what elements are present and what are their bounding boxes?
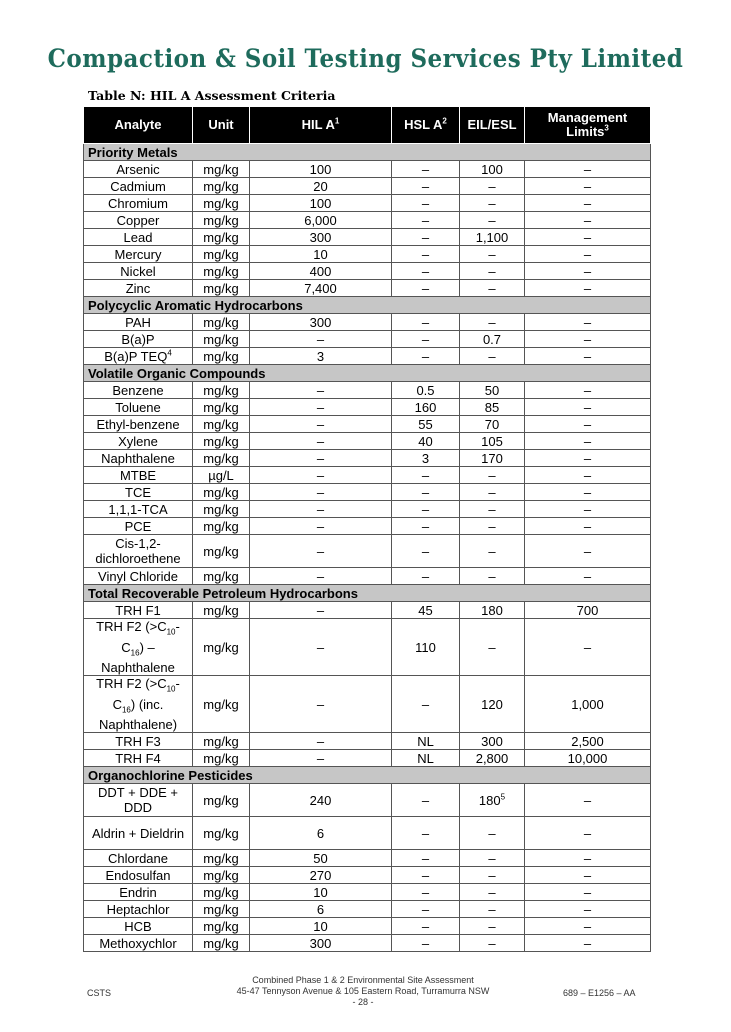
- cell-hil: 10: [250, 918, 392, 935]
- cell-mgmt: –: [525, 382, 651, 399]
- cell-mgmt: –: [525, 867, 651, 884]
- table-row: [84, 382, 651, 399]
- cell-mgmt: –: [525, 280, 651, 297]
- cell-hil: 400: [250, 263, 392, 280]
- table-row: [84, 901, 651, 918]
- table-row: [84, 433, 651, 450]
- cell-analyte: HCB: [84, 918, 193, 935]
- cell-hsl: –: [392, 784, 460, 817]
- cell-hsl: –: [392, 850, 460, 867]
- cell-unit: mg/kg: [193, 619, 250, 676]
- cell-hsl: –: [392, 901, 460, 918]
- cell-analyte: Endosulfan: [84, 867, 193, 884]
- table-row: [84, 348, 651, 365]
- cell-mgmt: –: [525, 178, 651, 195]
- cell-hsl: 160: [392, 399, 460, 416]
- cell-mgmt: –: [525, 263, 651, 280]
- cell-hil: –: [250, 484, 392, 501]
- table-body: [84, 144, 651, 952]
- table-row: [84, 161, 651, 178]
- table-row: [84, 784, 651, 817]
- cell-unit: mg/kg: [193, 263, 250, 280]
- cell-eil: –: [460, 568, 525, 585]
- footer-center: [210, 975, 516, 1008]
- cell-mgmt: –: [525, 935, 651, 952]
- cell-unit: mg/kg: [193, 246, 250, 263]
- table-row: [84, 246, 651, 263]
- cell-eil: 300: [460, 733, 525, 750]
- cell-unit: mg/kg: [193, 348, 250, 365]
- cell-unit: mg/kg: [193, 918, 250, 935]
- group-title: Organochlorine Pesticides: [84, 767, 651, 784]
- table-row: [84, 602, 651, 619]
- group-header-row: [84, 144, 651, 161]
- cell-analyte: Aldrin + Dieldrin: [84, 817, 193, 850]
- cell-hil: 100: [250, 195, 392, 212]
- cell-hil: 240: [250, 784, 392, 817]
- cell-mgmt: –: [525, 416, 651, 433]
- cell-mgmt: –: [525, 784, 651, 817]
- cell-hsl: –: [392, 817, 460, 850]
- cell-hsl: –: [392, 280, 460, 297]
- cell-eil: –: [460, 935, 525, 952]
- cell-unit: mg/kg: [193, 750, 250, 767]
- cell-eil: –: [460, 619, 525, 676]
- table-row: [84, 867, 651, 884]
- cell-hsl: NL: [392, 733, 460, 750]
- cell-analyte: MTBE: [84, 467, 193, 484]
- cell-hsl: –: [392, 867, 460, 884]
- cell-hil: –: [250, 535, 392, 568]
- cell-unit: mg/kg: [193, 484, 250, 501]
- header-hil-a: HIL $A^1$: [250, 107, 392, 144]
- cell-analyte: Copper: [84, 212, 193, 229]
- cell-mgmt: –: [525, 229, 651, 246]
- cell-analyte: TCE: [84, 484, 193, 501]
- cell-analyte: Ethyl-benzene: [84, 416, 193, 433]
- cell-eil: 105: [460, 433, 525, 450]
- cell-mgmt: –: [525, 246, 651, 263]
- cell-hil: –: [250, 501, 392, 518]
- cell-hsl: 3: [392, 450, 460, 467]
- cell-analyte: PAH: [84, 314, 193, 331]
- cell-eil: 0.7: [460, 331, 525, 348]
- table-row: [84, 935, 651, 952]
- cell-unit: µg/L: [193, 467, 250, 484]
- cell-mgmt: –: [525, 518, 651, 535]
- cell-analyte: TRH F1: [84, 602, 193, 619]
- cell-analyte: Naphthalene: [84, 450, 193, 467]
- table-row: [84, 263, 651, 280]
- cell-eil: –: [460, 867, 525, 884]
- cell-eil: 170: [460, 450, 525, 467]
- cell-eil: –: [460, 467, 525, 484]
- cell-mgmt: 2,500: [525, 733, 651, 750]
- table-row: [84, 817, 651, 850]
- header-management-limits: Management Limits$^3$: [525, 107, 651, 144]
- cell-unit: mg/kg: [193, 195, 250, 212]
- footer-report-title: Combined Phase 1 & 2 Environmental Site Assessment: [252, 975, 474, 985]
- cell-unit: mg/kg: [193, 280, 250, 297]
- cell-hsl: 55: [392, 416, 460, 433]
- table-row: [84, 568, 651, 585]
- cell-mgmt: 10,000: [525, 750, 651, 767]
- cell-eil: –: [460, 246, 525, 263]
- cell-eil: –: [460, 501, 525, 518]
- cell-hsl: NL: [392, 750, 460, 767]
- group-header-row: [84, 297, 651, 314]
- cell-hil: –: [250, 433, 392, 450]
- cell-unit: mg/kg: [193, 901, 250, 918]
- cell-hsl: –: [392, 212, 460, 229]
- cell-eil: –: [460, 348, 525, 365]
- cell-hil: 6: [250, 901, 392, 918]
- cell-hil: –: [250, 619, 392, 676]
- cell-eil: –: [460, 195, 525, 212]
- cell-hsl: 0.5: [392, 382, 460, 399]
- cell-eil: –: [460, 484, 525, 501]
- table-row: [84, 314, 651, 331]
- table-row: [84, 750, 651, 767]
- cell-mgmt: –: [525, 212, 651, 229]
- cell-eil: 85: [460, 399, 525, 416]
- cell-hil: –: [250, 450, 392, 467]
- group-title: Volatile Organic Compounds: [84, 365, 651, 382]
- cell-unit: mg/kg: [193, 884, 250, 901]
- cell-eil: –: [460, 850, 525, 867]
- cell-hil: –: [250, 416, 392, 433]
- cell-eil: –: [460, 314, 525, 331]
- cell-hsl: –: [392, 348, 460, 365]
- cell-mgmt: –: [525, 314, 651, 331]
- cell-eil: 50: [460, 382, 525, 399]
- table-row: [84, 229, 651, 246]
- cell-analyte: Arsenic: [84, 161, 193, 178]
- cell-analyte: Cis-1,2-dichloroethene: [84, 535, 193, 568]
- cell-analyte: Zinc: [84, 280, 193, 297]
- cell-analyte: Chromium: [84, 195, 193, 212]
- cell-unit: mg/kg: [193, 867, 250, 884]
- cell-hil: –: [250, 733, 392, 750]
- cell-mgmt: –: [525, 195, 651, 212]
- cell-hsl: –: [392, 467, 460, 484]
- cell-analyte: B(a)P: [84, 331, 193, 348]
- cell-hil: –: [250, 750, 392, 767]
- cell-mgmt: –: [525, 399, 651, 416]
- cell-mgmt: –: [525, 568, 651, 585]
- cell-hsl: –: [392, 535, 460, 568]
- cell-mgmt: –: [525, 501, 651, 518]
- cell-unit: mg/kg: [193, 212, 250, 229]
- table-row: [84, 178, 651, 195]
- table-row: [84, 676, 651, 733]
- cell-analyte: Endrin: [84, 884, 193, 901]
- cell-eil: –: [460, 263, 525, 280]
- table-row: [84, 518, 651, 535]
- cell-hil: –: [250, 331, 392, 348]
- cell-mgmt: –: [525, 450, 651, 467]
- cell-hsl: –: [392, 501, 460, 518]
- cell-mgmt: –: [525, 467, 651, 484]
- cell-hsl: –: [392, 314, 460, 331]
- cell-unit: mg/kg: [193, 178, 250, 195]
- cell-unit: mg/kg: [193, 399, 250, 416]
- cell-hsl: –: [392, 195, 460, 212]
- cell-mgmt: –: [525, 901, 651, 918]
- cell-mgmt: –: [525, 884, 651, 901]
- table-row: [84, 619, 651, 676]
- cell-hil: –: [250, 382, 392, 399]
- group-header-row: [84, 365, 651, 382]
- cell-hil: 7,400: [250, 280, 392, 297]
- cell-hil: –: [250, 467, 392, 484]
- cell-mgmt: –: [525, 433, 651, 450]
- cell-eil: 100: [460, 161, 525, 178]
- table-row: [84, 195, 651, 212]
- cell-analyte: TRH F2 $(>C_{10}-C_{16})$ – Naphthalene: [84, 619, 193, 676]
- header-analyte: Analyte: [84, 107, 193, 144]
- cell-mgmt: –: [525, 817, 651, 850]
- cell-unit: mg/kg: [193, 733, 250, 750]
- cell-eil: –: [460, 178, 525, 195]
- hil-assessment-table: [83, 106, 651, 952]
- cell-analyte: Lead: [84, 229, 193, 246]
- cell-unit: mg/kg: [193, 850, 250, 867]
- footer-page-number: - 28 -: [352, 997, 374, 1007]
- cell-mgmt: –: [525, 850, 651, 867]
- cell-hil: –: [250, 602, 392, 619]
- cell-eil: –: [460, 212, 525, 229]
- cell-hsl: –: [392, 935, 460, 952]
- cell-hil: 6,000: [250, 212, 392, 229]
- group-title: Polycyclic Aromatic Hydrocarbons: [84, 297, 651, 314]
- cell-hil: 6: [250, 817, 392, 850]
- group-header-row: [84, 585, 651, 602]
- table-row: [84, 484, 651, 501]
- cell-hil: –: [250, 568, 392, 585]
- cell-hsl: –: [392, 178, 460, 195]
- cell-eil: –: [460, 280, 525, 297]
- cell-eil: –: [460, 817, 525, 850]
- cell-mgmt: –: [525, 348, 651, 365]
- cell-unit: mg/kg: [193, 501, 250, 518]
- cell-hil: 300: [250, 314, 392, 331]
- cell-analyte: Chlordane: [84, 850, 193, 867]
- cell-hsl: 45: [392, 602, 460, 619]
- cell-hsl: 110: [392, 619, 460, 676]
- cell-analyte: TRH F4: [84, 750, 193, 767]
- cell-unit: mg/kg: [193, 602, 250, 619]
- cell-eil: –: [460, 535, 525, 568]
- cell-hil: 10: [250, 246, 392, 263]
- cell-hil: –: [250, 518, 392, 535]
- cell-hil: 270: [250, 867, 392, 884]
- table-caption: Table N: HIL A Assessment Criteria: [88, 88, 336, 103]
- cell-analyte: DDT + DDE + DDD: [84, 784, 193, 817]
- cell-hil: 300: [250, 229, 392, 246]
- cell-hil: 3: [250, 348, 392, 365]
- cell-unit: mg/kg: [193, 518, 250, 535]
- cell-hsl: –: [392, 568, 460, 585]
- cell-analyte: Mercury: [84, 246, 193, 263]
- cell-analyte: PCE: [84, 518, 193, 535]
- table-row: [84, 450, 651, 467]
- group-title: Total Recoverable Petroleum Hydrocarbons: [84, 585, 651, 602]
- cell-unit: mg/kg: [193, 535, 250, 568]
- cell-eil: –: [460, 918, 525, 935]
- table-row: [84, 850, 651, 867]
- cell-unit: mg/kg: [193, 416, 250, 433]
- cell-eil: –: [460, 518, 525, 535]
- cell-hil: –: [250, 399, 392, 416]
- cell-eil: 1,100: [460, 229, 525, 246]
- cell-unit: mg/kg: [193, 935, 250, 952]
- cell-unit: mg/kg: [193, 331, 250, 348]
- cell-analyte: Toluene: [84, 399, 193, 416]
- cell-hsl: –: [392, 884, 460, 901]
- cell-hil: 20: [250, 178, 392, 195]
- header-unit: Unit: [193, 107, 250, 144]
- cell-unit: mg/kg: [193, 568, 250, 585]
- table-row: [84, 733, 651, 750]
- cell-mgmt: –: [525, 161, 651, 178]
- cell-hsl: –: [392, 918, 460, 935]
- group-header-row: [84, 767, 651, 784]
- table-header-row: [84, 107, 651, 144]
- cell-hsl: –: [392, 263, 460, 280]
- cell-hil: 300: [250, 935, 392, 952]
- cell-hsl: –: [392, 518, 460, 535]
- cell-mgmt: –: [525, 619, 651, 676]
- header-eil-esl: EIL/ESL: [460, 107, 525, 144]
- cell-unit: mg/kg: [193, 433, 250, 450]
- cell-analyte: 1,1,1-TCA: [84, 501, 193, 518]
- cell-analyte: Cadmium: [84, 178, 193, 195]
- cell-unit: mg/kg: [193, 314, 250, 331]
- table-row: [84, 212, 651, 229]
- cell-mgmt: 700: [525, 602, 651, 619]
- cell-analyte: TRH F3: [84, 733, 193, 750]
- group-title: Priority Metals: [84, 144, 651, 161]
- cell-analyte: Methoxychlor: [84, 935, 193, 952]
- cell-eil: 2,800: [460, 750, 525, 767]
- cell-unit: mg/kg: [193, 229, 250, 246]
- cell-unit: mg/kg: [193, 817, 250, 850]
- cell-analyte: TRH F2 $(>C_{10}-C_{16})$ (inc. Naphthalene): [84, 676, 193, 733]
- table-row: [84, 918, 651, 935]
- cell-eil: –: [460, 901, 525, 918]
- cell-hil: 50: [250, 850, 392, 867]
- cell-mgmt: –: [525, 918, 651, 935]
- cell-mgmt: 1,000: [525, 676, 651, 733]
- cell-hsl: –: [392, 484, 460, 501]
- cell-unit: mg/kg: [193, 676, 250, 733]
- cell-unit: mg/kg: [193, 784, 250, 817]
- table-row: [84, 399, 651, 416]
- cell-hil: –: [250, 676, 392, 733]
- cell-hsl: –: [392, 331, 460, 348]
- footer-reference: 689 – E1256 – AA: [563, 988, 636, 998]
- cell-hsl: –: [392, 676, 460, 733]
- table-row: [84, 501, 651, 518]
- cell-analyte: Heptachlor: [84, 901, 193, 918]
- cell-mgmt: –: [525, 535, 651, 568]
- cell-eil: $180^5$: [460, 784, 525, 817]
- cell-hsl: –: [392, 229, 460, 246]
- table-row: [84, 535, 651, 568]
- cell-eil: 70: [460, 416, 525, 433]
- cell-hsl: –: [392, 161, 460, 178]
- cell-unit: mg/kg: [193, 450, 250, 467]
- header-hsl-a: HSL $A^2$: [392, 107, 460, 144]
- cell-hil: 10: [250, 884, 392, 901]
- table-row: [84, 416, 651, 433]
- cell-mgmt: –: [525, 331, 651, 348]
- cell-analyte: Nickel: [84, 263, 193, 280]
- cell-analyte: Xylene: [84, 433, 193, 450]
- cell-eil: –: [460, 884, 525, 901]
- cell-eil: 180: [460, 602, 525, 619]
- cell-hsl: 40: [392, 433, 460, 450]
- footer-company: CSTS: [87, 988, 112, 998]
- table-row: [84, 884, 651, 901]
- cell-mgmt: –: [525, 484, 651, 501]
- footer-address: 45-47 Tennyson Avenue & 105 Eastern Road, Turramurra NSW: [236, 986, 490, 996]
- cell-eil: 120: [460, 676, 525, 733]
- cell-unit: mg/kg: [193, 161, 250, 178]
- table-row: [84, 467, 651, 484]
- cell-analyte: Benzene: [84, 382, 193, 399]
- company-title: Compaction & Soil Testing Services Pty Limited: [47, 44, 684, 73]
- cell-unit: mg/kg: [193, 382, 250, 399]
- cell-analyte: B(a)P TEQ$^4$: [84, 348, 193, 365]
- table-row: [84, 331, 651, 348]
- table-row: [84, 280, 651, 297]
- cell-hsl: –: [392, 246, 460, 263]
- cell-hil: 100: [250, 161, 392, 178]
- cell-analyte: Vinyl Chloride: [84, 568, 193, 585]
